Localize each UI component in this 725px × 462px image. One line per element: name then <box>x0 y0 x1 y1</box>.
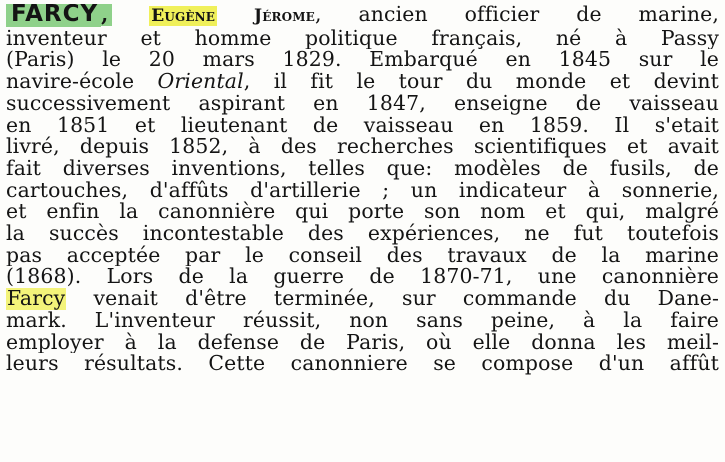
text-line: pas acceptée par le conseil des travaux de la marine <box>6 244 719 267</box>
text-line: (1868). Lors de la guerre de 1870-71, une canonnière <box>6 266 719 289</box>
second-given-name: Jérome <box>254 6 315 26</box>
line-text: , ancien officier de marine, <box>314 4 719 26</box>
line-text: navire-école <box>6 71 158 93</box>
text-line: la succès incontestable des expériences, ne fut toutefois <box>6 223 719 245</box>
highlighted-name: Farcy <box>7 288 66 310</box>
line-text: venait d'être terminée, sur commande du Dane- <box>66 288 719 310</box>
text-line: employer à la defense de Paris, où elle donna les meil- <box>6 331 719 354</box>
headword-separator: , <box>101 4 112 26</box>
text-line: inventeur et homme politique français, né à Passy <box>6 27 719 50</box>
dictionary-entry <box>6 4 719 375</box>
text-line: mark. L'inventeur réussit, non sans peine, à la faire <box>6 309 719 332</box>
text-line <box>6 288 719 310</box>
line-text: , il fit le tour du monde et devint <box>243 71 719 93</box>
text-line <box>6 4 719 28</box>
text-line: et enfin la canonnière qui porte son nom et qui, malgré <box>6 201 719 224</box>
text-line: successivement aspirant en 1847, enseigne de vaisseau <box>6 92 719 115</box>
text-line: en 1851 et lieutenant de vaisseau en 1859. Il s'etait <box>6 114 719 137</box>
text-line <box>6 71 719 93</box>
text-line: fait diverses inventions, telles que: modèles de fusils, de <box>6 157 719 180</box>
given-name: Eugène <box>151 6 216 26</box>
text-line: livré, depuis 1852, à des recherches scientifiques et avait <box>6 136 719 158</box>
headword: FARCY <box>6 4 101 27</box>
ship-name: Oriental <box>157 71 244 93</box>
text-line: leurs résultats. Cette canonniere se compose d'un affût <box>6 353 719 375</box>
text-line: cartouches, d'affûts d'artillerie ; un indicateur à sonnerie, <box>6 179 719 202</box>
text-line: (Paris) le 20 mars 1829. Embarqué en 1845 sur le <box>6 49 719 72</box>
